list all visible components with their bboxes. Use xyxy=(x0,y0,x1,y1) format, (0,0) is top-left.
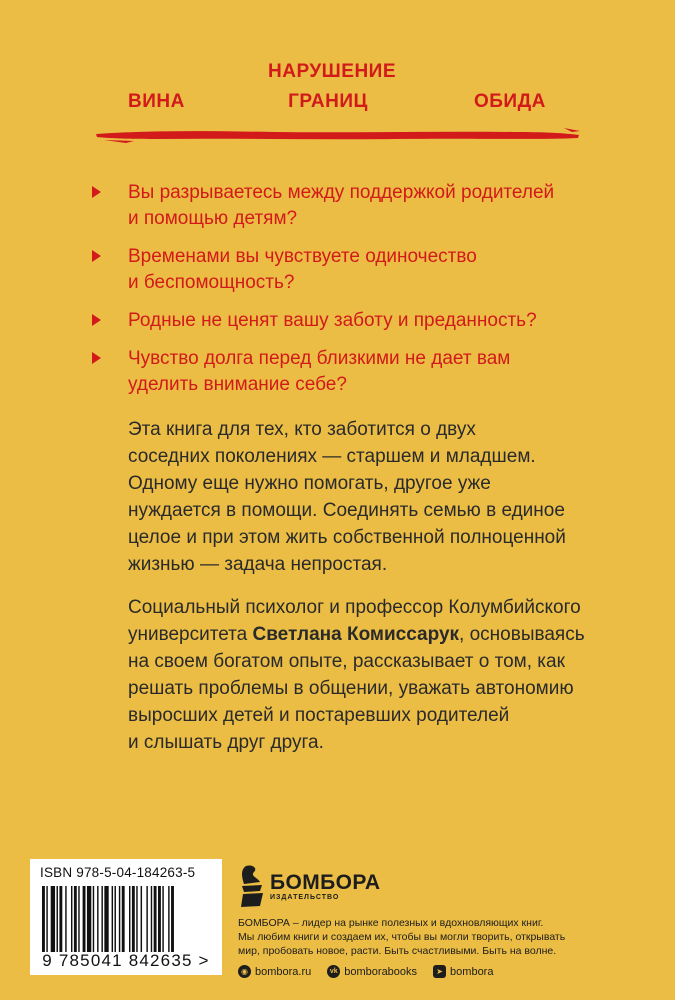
triangle-bullet-icon xyxy=(92,314,101,326)
word-boundaries-line1: НАРУШЕНИЕ xyxy=(268,61,396,82)
question-text: Чувство долга перед близкими не дает вам уделить внимание себе? xyxy=(128,348,511,395)
question-text: Вы разрываетесь между поддержкой родителей и помощью детям? xyxy=(128,182,555,229)
red-brush-stroke xyxy=(94,124,581,146)
publisher-block xyxy=(238,862,658,978)
question-list xyxy=(92,180,612,410)
vk-icon: vk xyxy=(327,965,340,978)
word-boundaries xyxy=(268,60,396,114)
social-links xyxy=(238,965,658,978)
list-item xyxy=(92,244,612,296)
social-telegram xyxy=(433,965,493,978)
social-label: bombora xyxy=(450,965,494,978)
globe-icon: ◉ xyxy=(238,965,251,978)
word-boundaries-line2: ГРАНИЦ xyxy=(288,91,368,112)
barcode-digits: 9 785041 842635 > xyxy=(42,951,210,970)
para2-start: Социальный психолог и профессор Колумбийского университета xyxy=(128,597,581,645)
publisher-name: БОМБОРА xyxy=(270,870,381,894)
list-item xyxy=(92,308,612,334)
description-paragraph-1: Эта книга для тех, кто заботится о двух соседних поколениях — старшем и младшем. Одному еще нужно помогать, другое уже нуждается в помощи. Соединять семью в единое целое и при этом жить собственной полноценной жизнью — задача непростая. xyxy=(128,419,566,575)
triangle-bullet-icon xyxy=(92,250,101,262)
social-vk xyxy=(327,965,417,978)
publisher-logo xyxy=(238,862,658,910)
publisher-description: БОМБОРА – лидер на рынке полезных и вдохновляющих книг. Мы любим книги и создаем их, чтобы вы могли творить, открывать мир, пробовать новое, расти. Быть счастливыми. Быть на волне. xyxy=(238,917,566,957)
word-guilt: ВИНА xyxy=(128,91,185,112)
question-text: Родные не ценят вашу заботу и преданность? xyxy=(128,310,537,331)
header-words xyxy=(0,0,675,120)
barcode-bars xyxy=(42,886,212,952)
description-body xyxy=(128,416,628,772)
social-website xyxy=(238,965,311,978)
barcode-panel xyxy=(30,859,222,975)
question-text: Временами вы чувствуете одиночество и беспомощность? xyxy=(128,246,477,293)
social-label: bomborabooks xyxy=(344,965,418,978)
telegram-icon: ➤ xyxy=(433,965,446,978)
description-paragraph-2 xyxy=(128,594,628,756)
triangle-bullet-icon xyxy=(92,352,101,364)
publisher-sub: ИЗДАТЕЛЬСТВО xyxy=(270,893,340,901)
para2-end: , основываясь на своем богатом опыте, рассказывает о том, как решать проблемы в общении, уважать автономию выросших детей и постаревших родителей и слышать друг друга. xyxy=(128,624,585,753)
list-item xyxy=(92,346,612,398)
word-resentment: ОБИДА xyxy=(474,91,546,112)
social-label: bombora.ru xyxy=(255,965,312,978)
triangle-bullet-icon xyxy=(92,186,101,198)
bombora-logo-icon xyxy=(238,864,264,908)
list-item xyxy=(92,180,612,232)
author-name: Светлана Комиссарук xyxy=(252,624,460,645)
isbn-number: ISBN 978-5-04-184263-5 xyxy=(40,865,196,880)
